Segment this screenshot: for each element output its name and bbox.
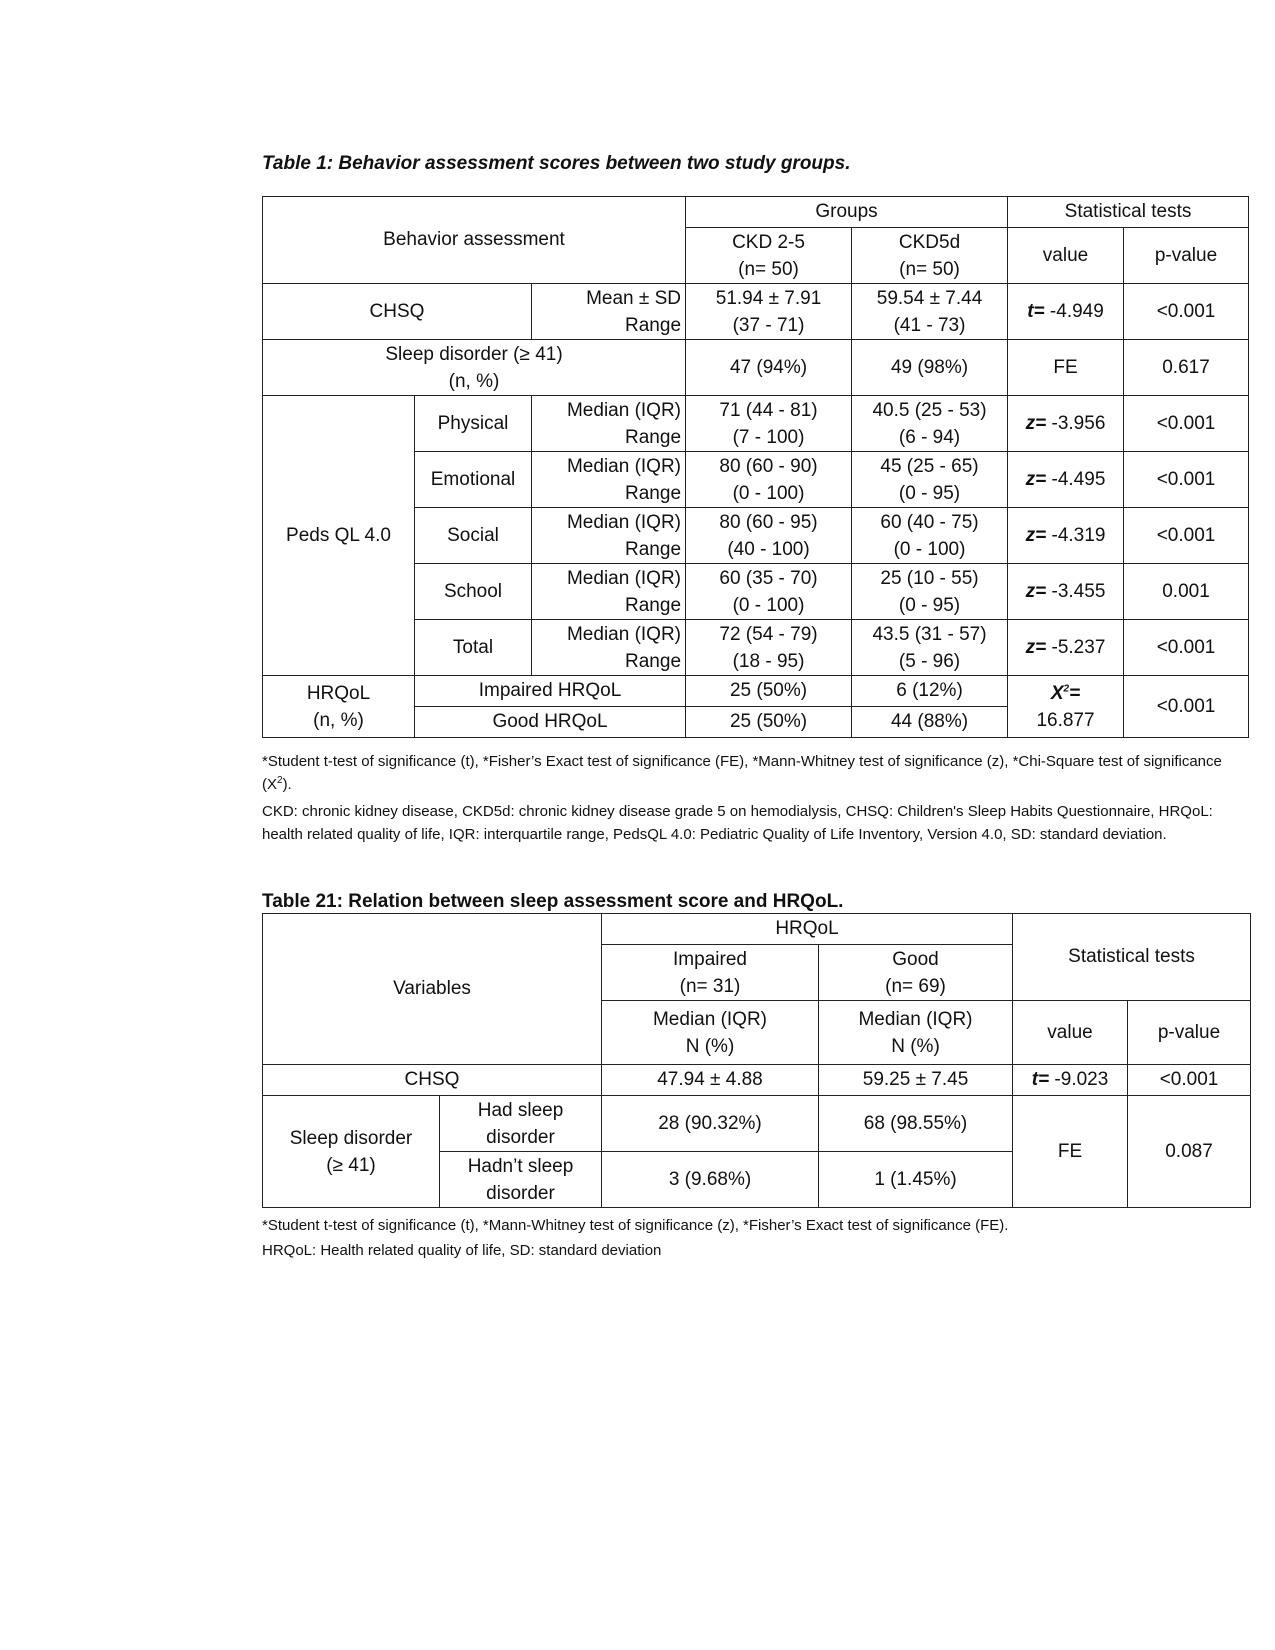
table-row	[263, 676, 1249, 707]
label-line: HRQoL	[306, 682, 371, 704]
table1-caption: Table 1: Behavior assessment scores between two study groups.	[262, 153, 851, 174]
header-line: (n= 31)	[679, 975, 741, 997]
stat-line: Range	[625, 538, 682, 560]
pedsql-domain: Total	[415, 620, 532, 676]
ckd25-label: CKD 2-5	[732, 231, 805, 253]
cell-line: 59.54 ± 7.44	[876, 287, 983, 309]
stat-line: Mean ± SD	[586, 287, 682, 309]
hrqol-label	[263, 676, 415, 738]
sleep-disorder-test: FE	[1008, 340, 1124, 396]
ckd25-n: (n= 50)	[738, 258, 799, 280]
label-line: Hadn’t sleep	[467, 1155, 574, 1177]
header-impaired-stat	[602, 1001, 819, 1065]
header-pvalue: p-value	[1124, 228, 1249, 284]
header-ckd5d	[852, 228, 1008, 284]
pedsql-domain: Physical	[415, 396, 532, 452]
pedsql-stat-label	[532, 452, 686, 508]
cell-line: 60 (35 - 70)	[719, 567, 818, 589]
cell-line: 60 (40 - 75)	[880, 511, 979, 533]
had-sleep-disorder-good: 68 (98.55%)	[819, 1096, 1013, 1152]
header-value: value	[1008, 228, 1124, 284]
cell-line: 25 (10 - 55)	[880, 567, 979, 589]
pedsql-pvalue: <0.001	[1124, 508, 1249, 564]
chsq-impaired: 47.94 ± 4.88	[602, 1065, 819, 1096]
cell-line: 40.5 (25 - 53)	[872, 399, 987, 421]
pedsql-pvalue: <0.001	[1124, 396, 1249, 452]
hadnt-sleep-disorder-label	[440, 1152, 602, 1208]
pedsql-pvalue: 0.001	[1124, 564, 1249, 620]
header-behavior-assessment: Behavior assessment	[263, 197, 686, 284]
sleep-disorder-label	[263, 340, 686, 396]
hrqol-good-ckd25: 25 (50%)	[686, 707, 852, 738]
label-line: Sleep disorder	[289, 1127, 413, 1149]
pedsql-pvalue: <0.001	[1124, 452, 1249, 508]
hadnt-sleep-disorder-good: 1 (1.45%)	[819, 1152, 1013, 1208]
pedsql-domain: Emotional	[415, 452, 532, 508]
ckd5d-label: CKD5d	[898, 231, 961, 253]
stat-line: Median (IQR)	[566, 511, 682, 533]
header-good-stat	[819, 1001, 1013, 1065]
table2-footnote-tests: *Student t-test of significance (t), *Mann-Whitney test of significance (z), *Fisher’s Exact test of significance (FE).	[262, 1217, 1009, 1234]
test-number: -4.319	[1046, 524, 1106, 546]
had-sleep-disorder-label	[440, 1096, 602, 1152]
sleep-disorder-pvalue: 0.087	[1128, 1096, 1251, 1208]
test-number: -4.495	[1046, 468, 1106, 490]
chsq-good: 59.25 ± 7.45	[819, 1065, 1013, 1096]
sleep-disorder-test: FE	[1013, 1096, 1128, 1208]
cell-line: (0 - 95)	[898, 594, 961, 616]
chsq-label: CHSQ	[263, 284, 532, 340]
cell-line: (0 - 100)	[732, 594, 805, 616]
test-symbol: X	[1050, 682, 1064, 704]
sleep-disorder-ckd5d: 49 (98%)	[852, 340, 1008, 396]
had-sleep-disorder-impaired: 28 (90.32%)	[602, 1096, 819, 1152]
cell-line: 80 (60 - 95)	[719, 511, 818, 533]
pedsql-ckd25	[686, 564, 852, 620]
cell-line: (40 - 100)	[727, 538, 810, 560]
test-superscript: 2	[1063, 683, 1070, 695]
hrqol-test-value	[1008, 676, 1124, 738]
pedsql-stat-label	[532, 620, 686, 676]
cell-line: 43.5 (31 - 57)	[872, 623, 987, 645]
ckd5d-n: (n= 50)	[899, 258, 960, 280]
label-line: (≥ 41)	[326, 1154, 376, 1176]
pedsql-stat-label	[532, 508, 686, 564]
stat-line: Range	[625, 594, 682, 616]
sleep-disorder-label	[263, 1096, 440, 1208]
test-number: -5.237	[1046, 636, 1106, 658]
table1-footnote-abbreviations: CKD: chronic kidney disease, CKD5d: chronic kidney disease grade 5 on hemodialysis, CHSQ: Children's Sleep Habits Questionnaire, HRQoL: health related quality of life, IQR: interquartile range, PedsQL 4.0: Pediatric Quality of Life Inventory, Version 4.0, SD: standard deviation.	[262, 803, 1213, 843]
hrqol-impaired-ckd5d: 6 (12%)	[852, 676, 1008, 707]
header-line: N (%)	[685, 1035, 735, 1057]
stat-line: Range	[625, 426, 682, 448]
pedsql-ckd5d	[852, 396, 1008, 452]
hrqol-impaired-ckd25: 25 (50%)	[686, 676, 852, 707]
test-symbol: t=	[1031, 1069, 1050, 1090]
test-number: -9.023	[1049, 1069, 1109, 1090]
pedsql-pvalue: <0.001	[1124, 620, 1249, 676]
cell-line: (37 - 71)	[732, 314, 805, 336]
cell-line: 51.94 ± 7.91	[715, 287, 822, 309]
table2	[262, 913, 1251, 1208]
test-symbol: z=	[1025, 636, 1047, 658]
pedsql-ckd25	[686, 508, 852, 564]
pedsql-test-value	[1008, 396, 1124, 452]
pedsql-ckd5d	[852, 620, 1008, 676]
label-line: Sleep disorder (≥ 41)	[385, 343, 563, 365]
stat-line: Median (IQR)	[566, 399, 682, 421]
chsq-pvalue: <0.001	[1124, 284, 1249, 340]
cell-line: 45 (25 - 65)	[880, 455, 979, 477]
pedsql-stat-label	[532, 564, 686, 620]
table-row	[263, 1065, 1251, 1096]
footnote-text: *Student t-test of significance (t), *Fisher’s Exact test of significance (FE), *Mann-Whitney test of significance (z), *Chi-Square test of significance (X	[262, 753, 1222, 793]
cell-line: 71 (44 - 81)	[719, 399, 818, 421]
table1	[262, 196, 1249, 738]
chsq-label: CHSQ	[263, 1065, 602, 1096]
test-number: -3.455	[1046, 580, 1106, 602]
test-number: 16.877	[1036, 709, 1095, 731]
stat-line: Median (IQR)	[566, 455, 682, 477]
pedsql-ckd5d	[852, 564, 1008, 620]
stat-line: Range	[625, 482, 682, 504]
chsq-stat-label	[532, 284, 686, 340]
cell-line: (18 - 95)	[732, 650, 805, 672]
chsq-ckd5d	[852, 284, 1008, 340]
label-line: disorder	[486, 1126, 555, 1148]
stat-line: Median (IQR)	[566, 623, 682, 645]
header-line: Median (IQR)	[652, 1008, 768, 1030]
pedsql-label: Peds QL 4.0	[263, 396, 415, 676]
pedsql-stat-label	[532, 396, 686, 452]
header-pvalue: p-value	[1128, 1001, 1251, 1065]
cell-line: 72 (54 - 79)	[719, 623, 818, 645]
header-value: value	[1013, 1001, 1128, 1065]
label-line: (n, %)	[313, 709, 364, 731]
hadnt-sleep-disorder-impaired: 3 (9.68%)	[602, 1152, 819, 1208]
header-groups: Groups	[686, 197, 1008, 228]
label-line: (n, %)	[448, 370, 500, 392]
stat-line: Range	[625, 650, 682, 672]
table-row	[263, 396, 1249, 452]
header-statistical-tests: Statistical tests	[1013, 914, 1251, 1001]
sleep-disorder-pvalue: 0.617	[1124, 340, 1249, 396]
test-number: -4.949	[1044, 300, 1104, 322]
chsq-test-value	[1008, 284, 1124, 340]
cell-line: (41 - 73)	[893, 314, 966, 336]
table2-caption: Table 21: Relation between sleep assessment score and HRQoL.	[262, 891, 844, 912]
chsq-ckd25	[686, 284, 852, 340]
cell-line: (0 - 95)	[898, 482, 961, 504]
chsq-test-value	[1013, 1065, 1128, 1096]
header-variables: Variables	[263, 914, 602, 1065]
label-line: disorder	[486, 1182, 555, 1204]
cell-line: 80 (60 - 90)	[719, 455, 818, 477]
stat-line: Median (IQR)	[566, 567, 682, 589]
pedsql-ckd25	[686, 620, 852, 676]
cell-line: (7 - 100)	[732, 426, 805, 448]
cell-line: (0 - 100)	[732, 482, 805, 504]
pedsql-test-value	[1008, 620, 1124, 676]
chsq-pvalue: <0.001	[1128, 1065, 1251, 1096]
header-line: Good	[892, 948, 939, 970]
pedsql-domain: School	[415, 564, 532, 620]
header-line: Median (IQR)	[858, 1008, 973, 1030]
header-impaired	[602, 945, 819, 1001]
pedsql-test-value	[1008, 508, 1124, 564]
footnote-text: ).	[282, 776, 292, 793]
label-line: Had sleep	[477, 1099, 564, 1121]
test-equals: =	[1069, 682, 1081, 704]
pedsql-ckd25	[686, 396, 852, 452]
test-symbol: z=	[1025, 524, 1047, 546]
table2-footnote-abbreviations: HRQoL: Health related quality of life, SD: standard deviation	[262, 1242, 662, 1259]
pedsql-test-value	[1008, 564, 1124, 620]
header-good	[819, 945, 1013, 1001]
pedsql-ckd5d	[852, 508, 1008, 564]
stat-line: Range	[625, 314, 682, 336]
test-symbol: t=	[1027, 300, 1045, 322]
table1-footnote-tests	[262, 750, 1252, 796]
header-statistical-tests: Statistical tests	[1008, 197, 1249, 228]
hrqol-good-ckd5d: 44 (88%)	[852, 707, 1008, 738]
cell-line: (5 - 96)	[898, 650, 961, 672]
test-symbol: z=	[1025, 412, 1047, 434]
test-number: -3.956	[1046, 412, 1106, 434]
pedsql-test-value	[1008, 452, 1124, 508]
header-line: N (%)	[891, 1035, 940, 1057]
table-row	[263, 1096, 1251, 1152]
pedsql-ckd25	[686, 452, 852, 508]
test-symbol: z=	[1025, 468, 1047, 490]
table-row	[263, 340, 1249, 396]
hrqol-pvalue: <0.001	[1124, 676, 1249, 738]
cell-line: (6 - 94)	[898, 426, 961, 448]
pedsql-domain: Social	[415, 508, 532, 564]
header-ckd25	[686, 228, 852, 284]
pedsql-ckd5d	[852, 452, 1008, 508]
header-hrqol: HRQoL	[602, 914, 1013, 945]
footnote-superscript: 2	[277, 775, 283, 786]
header-line: (n= 69)	[885, 975, 946, 997]
sleep-disorder-ckd25: 47 (94%)	[686, 340, 852, 396]
table-row	[263, 284, 1249, 340]
hrqol-impaired-label: Impaired HRQoL	[415, 676, 686, 707]
test-symbol: z=	[1025, 580, 1047, 602]
header-line: Impaired	[673, 948, 747, 970]
cell-line: (0 - 100)	[893, 538, 966, 560]
hrqol-good-label: Good HRQoL	[415, 707, 686, 738]
